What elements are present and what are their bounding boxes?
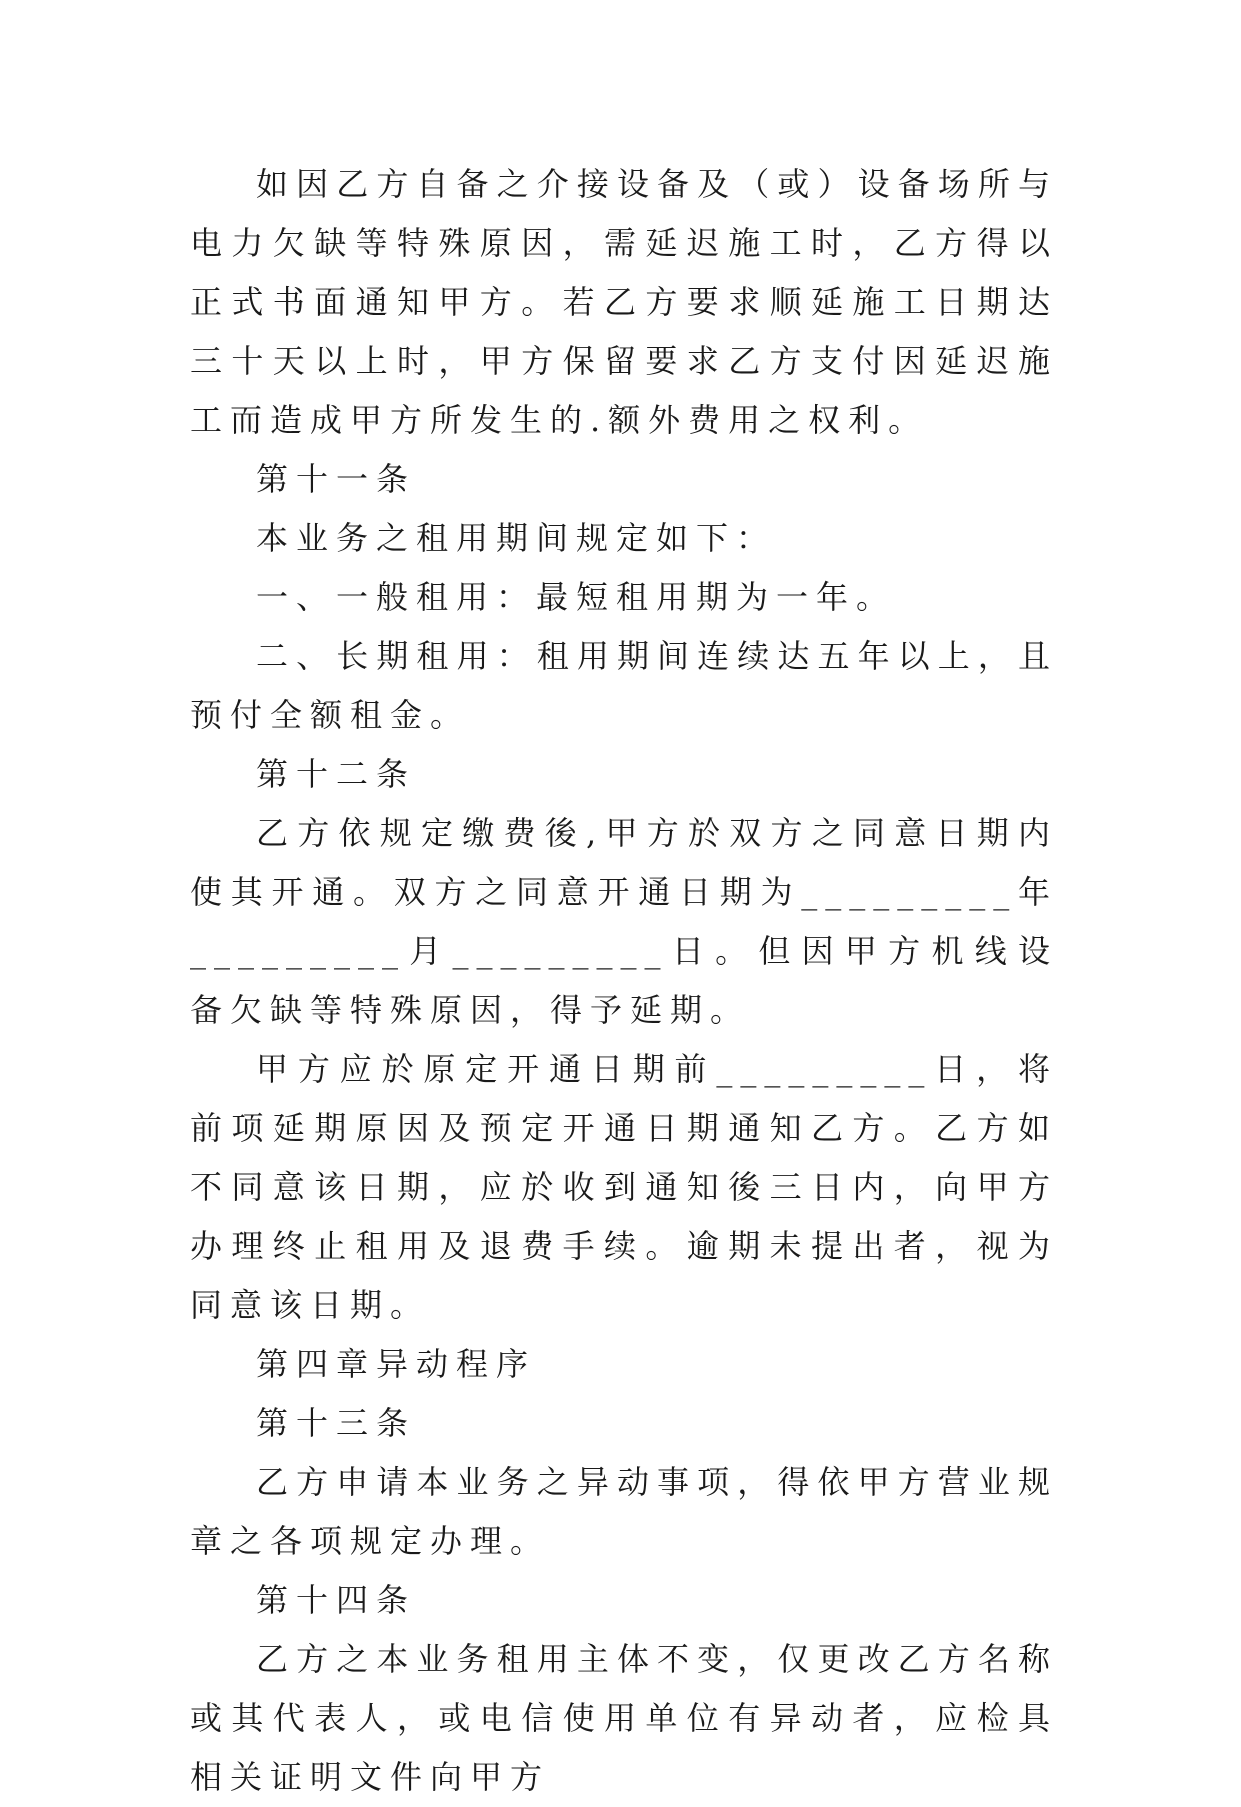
paragraph-delay-notice: 甲方应於原定开通日期前_________日，将前项延期原因及预定开通日期通知乙方。乙方如不同意该日期，应於收到通知後三日内，向甲方办理终止租用及退费手续。逾期未提出者，视为同意该日期。 <box>190 1050 1058 1324</box>
paragraph-long-term-rental: 二、长期租用：租用期间连续达五年以上，且预付全额租金。 <box>190 637 1058 734</box>
chapter-4-heading: 第四章异动程序 <box>256 1345 537 1383</box>
article-12-heading: 第十二条 <box>256 755 417 793</box>
paragraph-activation-date: 乙方依规定缴费後,甲方於双方之同意日期内使其开通。双方之同意开通日期为_________年_________月_________日。但因甲方机线设备欠缺等特殊原因，得予延期。 <box>190 814 1058 1029</box>
document-body <box>190 155 1058 1807</box>
article-14-heading: 第十四条 <box>256 1581 417 1619</box>
paragraph-delay-construction: 如因乙方自备之介接设备及（或）设备场所与电力欠缺等特殊原因，需延迟施工时，乙方得以正式书面通知甲方。若乙方要求顺延施工日期达三十天以上时，甲方保留要求乙方支付因延迟施工而造成甲方所发生的.额外费用之权利。 <box>190 165 1058 439</box>
paragraph-rental-period-intro: 本业务之租用期间规定如下： <box>256 519 777 557</box>
paragraph-general-rental: 一、一般租用：最短租用期为一年。 <box>256 578 897 616</box>
paragraph-name-change: 乙方之本业务租用主体不变，仅更改乙方名称或其代表人，或电信使用单位有异动者，应检具相关证明文件向甲方 <box>190 1640 1058 1796</box>
article-11-heading: 第十一条 <box>256 460 417 498</box>
paragraph-change-application: 乙方申请本业务之异动事项，得依甲方营业规章之各项规定办理。 <box>190 1463 1058 1560</box>
article-13-heading: 第十三条 <box>256 1404 417 1442</box>
